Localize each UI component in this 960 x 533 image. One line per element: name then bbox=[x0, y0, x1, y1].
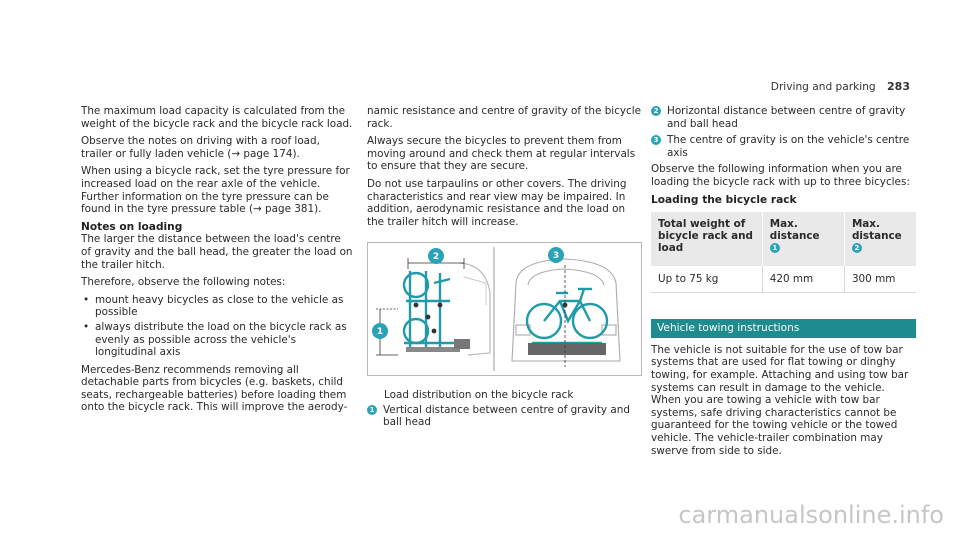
paragraph: When using a bicycle rack, set the tyre pressure for increased load on the rear axle of the vehicle. Further information on the tyre pressure can be found in the tyre pressure table (→ page 381). bbox=[81, 165, 350, 216]
paragraph: Therefore, observe the following notes: bbox=[81, 276, 286, 289]
page-header bbox=[771, 80, 910, 93]
paragraph: The larger the distance between the load's centre of gravity and the ball head, the greater the load on the trailer hitch. bbox=[81, 233, 353, 271]
legend-item bbox=[651, 134, 916, 159]
section-title: Driving and parking bbox=[770, 81, 876, 93]
table-header-cell bbox=[844, 212, 916, 266]
loading-table bbox=[651, 212, 916, 293]
load-distribution-illustration bbox=[367, 242, 642, 376]
list-item-text: mount heavy bicycles as close to the vehicle as possible bbox=[95, 293, 344, 319]
watermark: carmanualsonline.info bbox=[678, 501, 944, 529]
list-item-text: always distribute the load on the bicycle rack as evenly as possible across the vehicle's longitudinal axis bbox=[95, 320, 347, 359]
notes-list bbox=[81, 294, 353, 359]
table-cell: Up to 75 kg bbox=[651, 266, 762, 293]
figure-legend bbox=[367, 404, 642, 429]
bullet-icon: • bbox=[83, 293, 90, 306]
notes-heading: Notes on loading bbox=[81, 220, 183, 233]
paragraph: Mercedes-Benz recommends removing all detachable parts from bicycles (e.g. baskets, child seats, rechargeable batteries) before loading them onto the bicycle rack. This will improve the aerody- bbox=[81, 363, 348, 414]
paragraph: Observe the following information when you are loading the bicycle rack with up to three bicycles: bbox=[651, 163, 910, 188]
paragraph bbox=[81, 135, 353, 160]
table-cell: 420 mm bbox=[762, 266, 844, 293]
marker-1-label: 1 bbox=[376, 327, 384, 337]
paragraph: The maximum load capacity is calculated from the weight of the bicycle rack and the bicycle rack load. bbox=[81, 105, 353, 130]
number-badge-icon: 2 bbox=[852, 243, 862, 253]
table-header-cell bbox=[762, 212, 844, 266]
legend-item-text: Vertical distance between centre of gravity and ball head bbox=[383, 403, 630, 429]
bullet-icon: • bbox=[83, 320, 90, 333]
legend-item bbox=[651, 105, 916, 130]
marker-3-label: 3 bbox=[552, 251, 560, 261]
header-text: Total weight of bicycle rack and load bbox=[658, 218, 753, 255]
column-1 bbox=[81, 105, 353, 419]
paragraph: namic resistance and centre of gravity of the bicycle rack. bbox=[367, 105, 642, 130]
side-view-bicycles bbox=[404, 271, 454, 347]
bicycle-rack-illustration bbox=[368, 243, 641, 375]
marker-2-label: 2 bbox=[432, 252, 440, 262]
figure-caption-block bbox=[367, 389, 642, 433]
paragraph: The vehicle is not suitable for the use of tow bar systems that are used for flat towing or dinghy towing, for example. Attaching and using tow bar systems can result in damage to the vehicle. When you are towing a vehicle with tow bar systems, safe driving characteristics cannot be guaranteed for the towing vehicle or the towed vehicle. The vehicle-trailer combination may swerve from side to side. bbox=[651, 343, 909, 457]
table-heading: Loading the bicycle rack bbox=[651, 193, 797, 206]
number-badge-icon: 2 bbox=[651, 106, 661, 116]
number-badge-icon: 1 bbox=[367, 405, 377, 415]
paragraph: Always secure the bicycles to prevent them from moving around and check them at regular intervals to ensure that they are secure. bbox=[367, 135, 636, 173]
figure-caption: Load distribution on the bicycle rack bbox=[384, 389, 574, 401]
legend-item-text: The centre of gravity is on the vehicle's centre axis bbox=[667, 134, 910, 159]
header-text: Max. distance bbox=[769, 218, 820, 243]
rear-view-bicycle bbox=[527, 289, 607, 343]
callout-markers bbox=[372, 247, 564, 339]
header-text: Max. distance bbox=[851, 218, 902, 243]
section-banner: Vehicle towing instructions bbox=[651, 319, 916, 338]
figure-legend-continued bbox=[651, 105, 916, 159]
column-2 bbox=[367, 105, 642, 233]
number-badge-icon: 3 bbox=[651, 135, 661, 145]
number-badge-icon: 1 bbox=[770, 243, 780, 253]
column-3 bbox=[651, 105, 916, 462]
table-cell: 300 mm bbox=[844, 266, 916, 293]
page-number: 283 bbox=[887, 80, 910, 93]
paragraph: Do not use tarpaulins or other covers. The driving characteristics and rear view may be impaired. In addition, aerodynamic resistance and the load on the trailer hitch will increase. bbox=[367, 177, 627, 228]
table-row bbox=[651, 266, 916, 293]
table-header-row bbox=[651, 212, 916, 266]
table-header-cell bbox=[651, 212, 762, 266]
list-item bbox=[81, 294, 353, 319]
legend-item bbox=[367, 404, 642, 429]
legend-item-text: Horizontal distance between centre of gravity and ball head bbox=[667, 105, 906, 130]
paragraph-text: Observe the notes on driving with a roof load, trailer or fully laden vehicle (→ page 174). bbox=[81, 135, 320, 160]
list-item bbox=[81, 321, 353, 359]
